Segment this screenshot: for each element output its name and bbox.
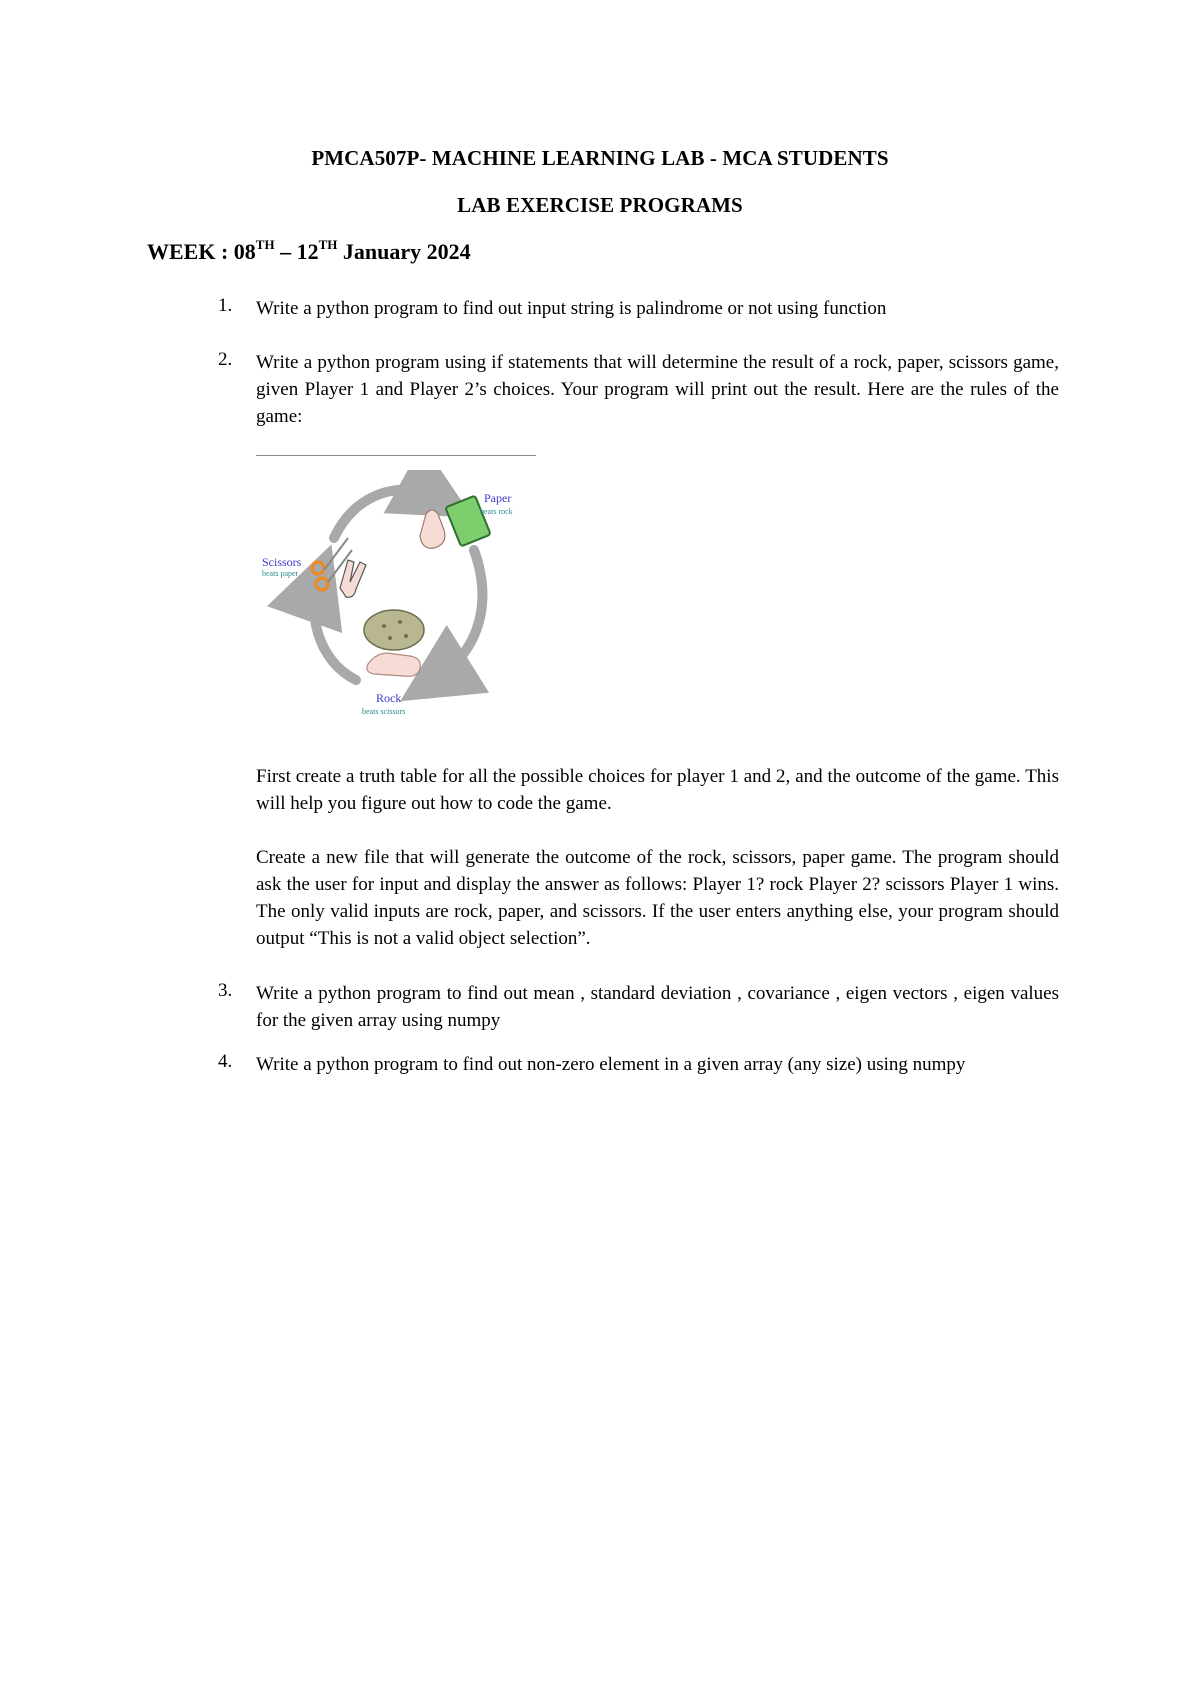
rock-icon: [364, 610, 424, 676]
paper-sub-label: beats rock: [480, 507, 513, 516]
separator-line: [256, 455, 536, 456]
week-sup-2: TH: [318, 237, 338, 252]
item-number-2: 2.: [218, 349, 233, 370]
paper-label: Paper: [484, 491, 512, 505]
rock-sub-label: beats scissors: [362, 707, 406, 716]
scissors-icon: [312, 538, 366, 597]
week-dash: – 12: [274, 239, 319, 264]
scissors-label: Scissors: [262, 555, 302, 569]
document-title: PMCA507P- MACHINE LEARNING LAB - MCA STUDENTS: [311, 146, 889, 170]
scissors-sub-label: beats paper: [262, 569, 299, 578]
paper-hand-icon: [420, 496, 491, 549]
item-2-paragraph-1: First create a truth table for all the possible choices for player 1 and 2, and the outcome of the game. This will help you figure out how to code the game.: [256, 766, 1059, 814]
week-sup-1: TH: [255, 237, 275, 252]
item-number-1: 1.: [218, 295, 233, 316]
item-text-4: Write a python program to find out non-zero element in a given array (any size) using numpy: [256, 1054, 966, 1075]
item-2-paragraph-2: Create a new file that will generate the outcome of the rock, scissors, paper game. The program should ask the user for input and display the answer as follows: Player 1? rock Player 2? scissors Player 1 wins. The only valid inputs are rock, paper, and scissors. If the user enters anything else, your program should output “This is not a valid object selection”.: [256, 847, 1059, 949]
item-number-4: 4.: [218, 1051, 233, 1072]
item-number-3: 3.: [218, 980, 233, 1001]
item-text-1: Write a python program to find out input string is palindrome or not using function: [256, 298, 887, 319]
item-text-2: Write a python program using if statements that will determine the result of a rock, paper, scissors game, given Player 1 and Player 2’s choices. Your program will print out the result. Here are the rules of the game:: [256, 352, 1059, 427]
rock-label: Rock: [376, 691, 402, 705]
item-text-3: Write a python program to find out mean , standard deviation , covariance , eigen vectors , eigen values for the given array using numpy: [256, 983, 1059, 1031]
week-suffix: January 2024: [337, 239, 471, 264]
rock-paper-scissors-diagram: [256, 470, 536, 730]
week-prefix: WEEK : 08: [147, 239, 256, 264]
week-heading: [147, 239, 471, 265]
document-subtitle: LAB EXERCISE PROGRAMS: [457, 193, 743, 217]
arrow-paper-to-rock: [434, 550, 482, 680]
